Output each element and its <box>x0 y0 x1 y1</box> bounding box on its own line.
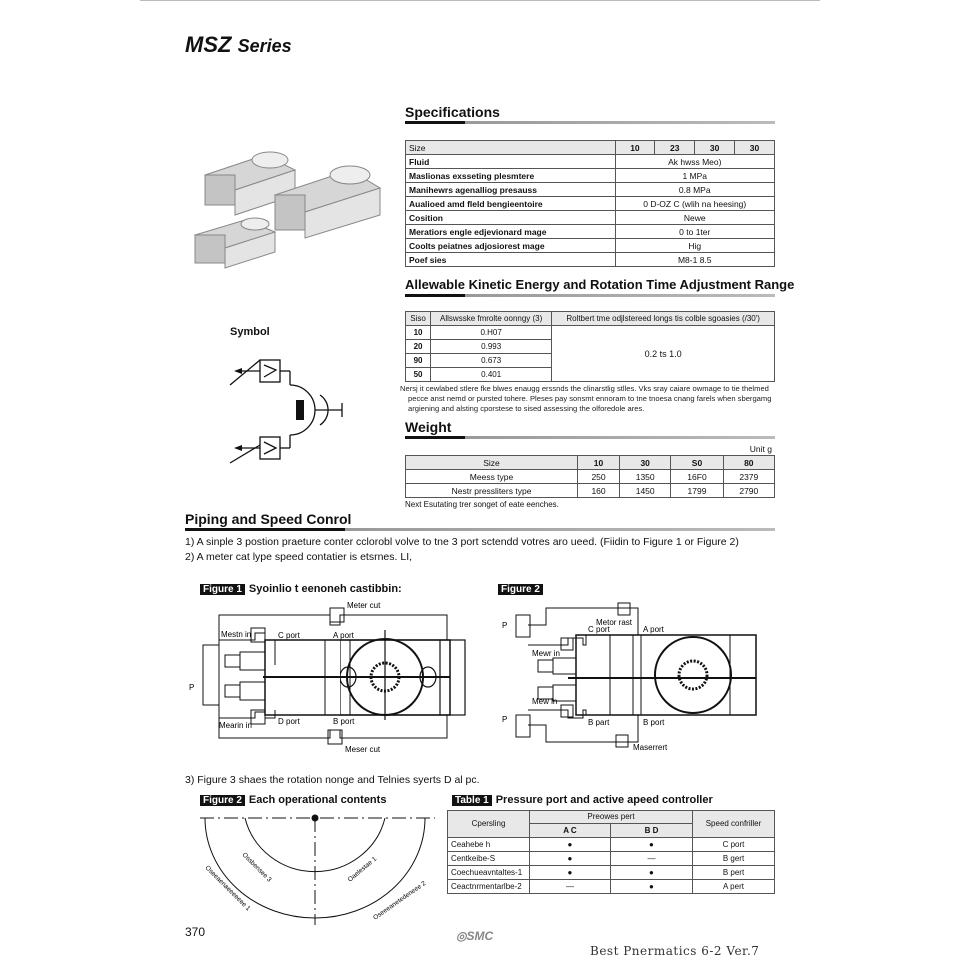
svg-text:P: P <box>189 683 195 692</box>
smc-logo: ◎SMC <box>456 929 494 943</box>
svg-text:P: P <box>502 621 508 630</box>
svg-text:Oaelestae 1: Oaelestae 1 <box>346 855 379 884</box>
table1-caption: Table 1 Pressure port and active apeed controller <box>452 794 713 806</box>
rotary-table-drawing <box>340 625 470 720</box>
svg-text:Maserrert: Maserrert <box>633 743 668 752</box>
svg-text:Oseeaenaeeeeeee 1: Oseeaenaeeeeeee 1 <box>203 864 252 913</box>
specifications-table: Size 10 23 30 30 Fluid Ak hwss Meo) Maslionas exsseting plesmtere 1 MPa Manihewrs agenalliog presauss 0.8 MPa Aualioed amd fleld bengieentoire 0 D-OZ C (wlih na heesing) Cosition Newe Meratiors engle edjevionard mage 0 to 1ter Coolts peiatnes adjosiorest mage Hig Poef sies M8-1 8.5 <box>405 140 775 267</box>
svg-text:Ossbensee 3: Ossbensee 3 <box>240 851 273 884</box>
heading-underline <box>405 436 775 439</box>
table-row: Manihewrs agenalliog presauss 0.8 MPa <box>406 183 775 197</box>
svg-text:Mearin in: Mearin in <box>219 721 252 730</box>
kinetic-note: Nersj it cewlabed stlere fke blwes enaugg erssnds the clinarstlig stlles. Vks sray caiare owmage to tie thelmed pecce anst nemd or pursted tohere. Pleses pay sonsmt ennoram to tne tnoesa cnang farels when sbergamg argiening and alsting cporstese to sised assessing the olforedole ares. <box>400 384 772 413</box>
heading-underline <box>405 121 775 124</box>
svg-text:Oseeeanetedeneee 2: Oseeeanetedeneee 2 <box>372 880 428 922</box>
kinetic-heading: Allewable Kinetic Energy and Rotation Time Adjustment Range <box>405 277 795 292</box>
table-row: Meratiors engle edjevionard mage 0 to 1ter <box>406 225 775 239</box>
svg-text:Mewr in: Mewr in <box>532 649 561 658</box>
weight-table: Size 10 30 S0 80 Meess type 250 1350 16F0 2379 Nestr pressliters type 160 1450 1799 2790 <box>405 455 775 498</box>
table-row: Coechueavntaltes-1 ● ● B pert <box>448 866 775 880</box>
table-row: 90 0.673 <box>406 354 775 368</box>
piping-heading: Piping and Speed Conrol <box>185 511 352 527</box>
svg-text:C port: C port <box>278 631 300 640</box>
svg-text:B port: B port <box>643 718 665 727</box>
specifications-heading: Specifications <box>405 104 500 120</box>
right-column <box>400 104 795 510</box>
svg-text:Meser cut: Meser cut <box>345 745 381 754</box>
table-row: Meess type 250 1350 16F0 2379 <box>406 470 775 484</box>
piping-line-1: 1) A sinple 3 postion praeture conter cclorobl volve to tne 3 port sctendd votres aro ueed. (Fiidin to Figure 1 or Figure 2) <box>185 536 739 548</box>
svg-text:A port: A port <box>643 625 664 634</box>
top-rule <box>140 0 820 1</box>
heading-underline <box>185 528 775 531</box>
weight-unit: Unit g <box>749 444 772 454</box>
weight-note: Next Esutating trer songet of eate eenches. <box>405 500 559 509</box>
svg-text:D port: D port <box>278 717 300 726</box>
svg-text:Metor rast: Metor rast <box>596 618 633 627</box>
symbol-label: Symbol <box>230 326 270 338</box>
table-row: 20 0.993 <box>406 340 775 354</box>
table-row: Cosition Newe <box>406 211 775 225</box>
page-title: MSZ Series <box>185 32 292 57</box>
table-row: Aualioed amd fleld bengieentoire 0 D-OZ C (wlih na heesing) <box>406 197 775 211</box>
figure2-diagram <box>498 600 763 752</box>
table-row: 50 0.401 <box>406 368 775 382</box>
svg-text:B port: B port <box>333 717 355 726</box>
product-image <box>185 140 385 275</box>
svg-text:A port: A port <box>333 631 354 640</box>
svg-text:P: P <box>502 715 508 724</box>
table1: Cpersling Preowes pert Speed confriller A C B D Ceahebe h ● ● C port Centkeibe-S ● — B gert Coechueavntaltes-1 ● ● B pert Ceactnrmentarlbe-2 — ● A pert <box>447 810 775 894</box>
table-row: Poef sies M8-1 8.5 <box>406 253 775 267</box>
kinetic-table: Siso Allswsske fmrolte oonngy (3) Roltbert tme odjlstereed longs tis colble sgoasies (/30') 10 0.H07 0.2 ts 1.0 20 0.993 90 0.673 50 0.401 <box>405 311 775 382</box>
svg-text:B part: B part <box>588 718 610 727</box>
footer-caption: Best Pnermatics 6-2 Ver.7 <box>590 944 760 958</box>
pneumatic-symbol <box>220 345 350 470</box>
table-row: Ceahebe h ● ● C port <box>448 838 775 852</box>
figure1-caption: Figure 1 Syoinlio t eenoneh castibbin: <box>200 583 402 595</box>
svg-text:Mew in: Mew in <box>532 697 558 706</box>
table-row: Fluid Ak hwss Meo) <box>406 155 775 169</box>
piping-line-3: 3) Figure 3 shaes the rotation nonge and Telnies syerts D al pc. <box>185 774 480 786</box>
table-row: Centkeibe-S ● — B gert <box>448 852 775 866</box>
figure3-caption: Figure 2 Each operational contents <box>200 794 386 806</box>
svg-text:Mestn in: Mestn in <box>221 630 252 639</box>
piping-line-2: 2) A meter cat lype speed contatier is etsrnes. LI, <box>185 551 413 563</box>
weight-heading: Weight <box>405 419 452 435</box>
heading-underline <box>405 294 775 297</box>
table-row: Coolts peiatnes adjosiorest mage Hig <box>406 239 775 253</box>
table-row: 10 0.H07 0.2 ts 1.0 <box>406 326 775 340</box>
table-row: Maslionas exsseting plesmtere 1 MPa <box>406 169 775 183</box>
svg-text:C port: C port <box>588 625 610 634</box>
table-row: Ceactnrmentarlbe-2 — ● A pert <box>448 880 775 894</box>
page-number: 370 <box>185 925 206 939</box>
figure2-caption: Figure 2 <box>498 583 547 595</box>
svg-text:Meter cut: Meter cut <box>347 601 381 610</box>
figure3-rotation-diagram <box>200 810 440 925</box>
table-row: Nestr pressliters type 160 1450 1799 2790 <box>406 484 775 498</box>
